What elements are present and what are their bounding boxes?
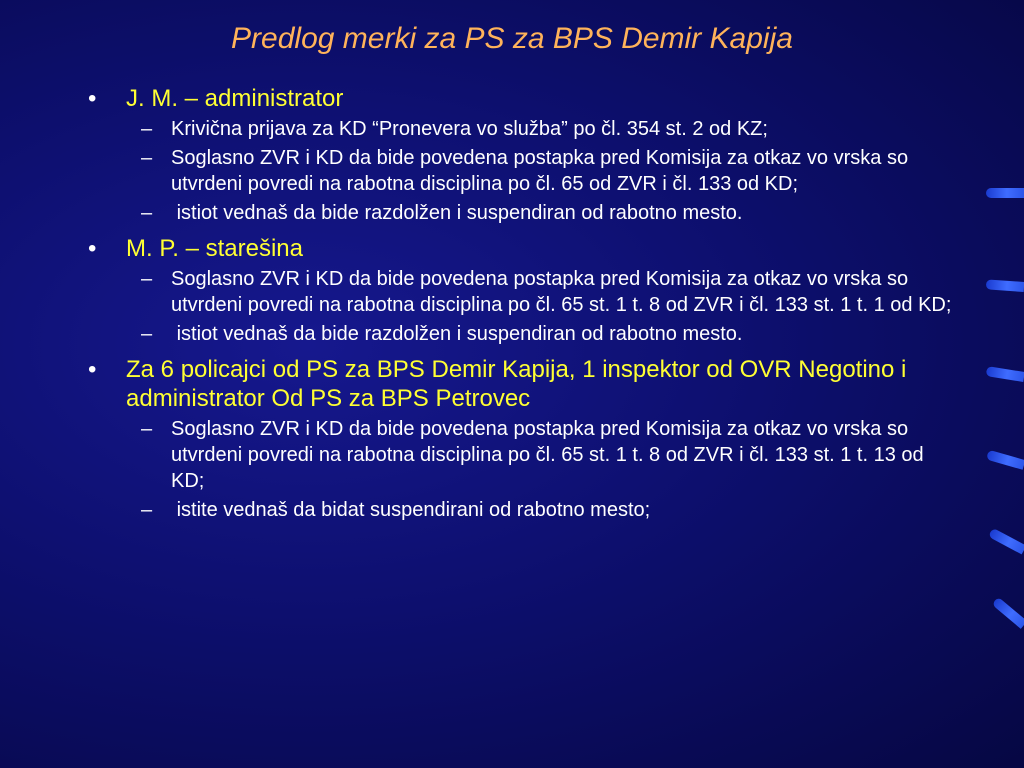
sub-item-text: istiot vednaš da bide razdolžen i suspendiran od rabotno mesto. bbox=[171, 202, 743, 224]
bullet-label: J. M. – administrator bbox=[126, 85, 344, 112]
sub-list bbox=[88, 266, 958, 347]
sub-item bbox=[88, 145, 958, 197]
sub-list bbox=[88, 116, 958, 226]
slide-title: Predlog merki za PS za BPS Demir Kapija bbox=[231, 22, 793, 55]
dash-marker: – bbox=[141, 118, 153, 140]
sub-item bbox=[88, 416, 958, 494]
dash-marker: – bbox=[141, 268, 153, 290]
sub-item-text: Soglasno ZVR i KD da bide povedena postapka pred Komisija za otkaz vo vrska so utvrdeni povredi na rabotna disciplina po čl. 65 od ZVR i čl. 133 od KD; bbox=[171, 147, 909, 195]
sub-item bbox=[88, 200, 958, 226]
sub-item-text: istiot vednaš da bide razdolžen i suspendiran od rabotno mesto. bbox=[171, 323, 743, 345]
sub-item-text: istite vednaš da bidat suspendirani od rabotno mesto; bbox=[171, 499, 651, 521]
dash-marker: – bbox=[141, 499, 153, 521]
edge-decoration bbox=[986, 279, 1024, 292]
edge-decoration bbox=[992, 597, 1024, 629]
edge-decoration bbox=[988, 528, 1024, 555]
bullet-marker: • bbox=[88, 85, 97, 112]
sub-item-text: Soglasno ZVR i KD da bide povedena postapka pred Komisija za otkaz vo vrska so utvrdeni povredi na rabotna disciplina po čl. 65 st. 1 t. 8 od ZVR i čl. 133 st. 1 t. 13 od KD; bbox=[171, 418, 924, 492]
sub-item-text: Krivična prijava za KD “Pronevera vo služba” po čl. 354 st. 2 od KZ; bbox=[171, 118, 768, 140]
dash-marker: – bbox=[141, 323, 153, 345]
bullet-marker: • bbox=[88, 356, 97, 383]
edge-decoration bbox=[986, 188, 1024, 198]
edge-decoration bbox=[986, 366, 1024, 382]
sub-item bbox=[88, 266, 958, 318]
slide-content bbox=[88, 82, 958, 531]
bullet-item bbox=[88, 234, 958, 263]
dash-marker: – bbox=[141, 202, 153, 224]
sub-item bbox=[88, 116, 958, 142]
sub-item bbox=[88, 497, 958, 523]
sub-list bbox=[88, 416, 958, 523]
bullet-label: Za 6 policajci od PS za BPS Demir Kapija, 1 inspektor od OVR Negotino i administrator Od PS za BPS Petrovec bbox=[126, 356, 907, 412]
bullet-marker: • bbox=[88, 235, 97, 262]
dash-marker: – bbox=[141, 147, 153, 169]
dash-marker: – bbox=[141, 418, 153, 440]
bullet-item bbox=[88, 355, 958, 413]
bullet-item bbox=[88, 84, 958, 113]
edge-decoration bbox=[986, 450, 1024, 470]
sub-item-text: Soglasno ZVR i KD da bide povedena postapka pred Komisija za otkaz vo vrska so utvrdeni povredi na rabotna disciplina po čl. 65 st. 1 t. 8 od ZVR i čl. 133 st. 1 t. 1 od KD; bbox=[171, 268, 952, 316]
sub-item bbox=[88, 321, 958, 347]
bullet-label: M. P. – starešina bbox=[126, 235, 303, 262]
